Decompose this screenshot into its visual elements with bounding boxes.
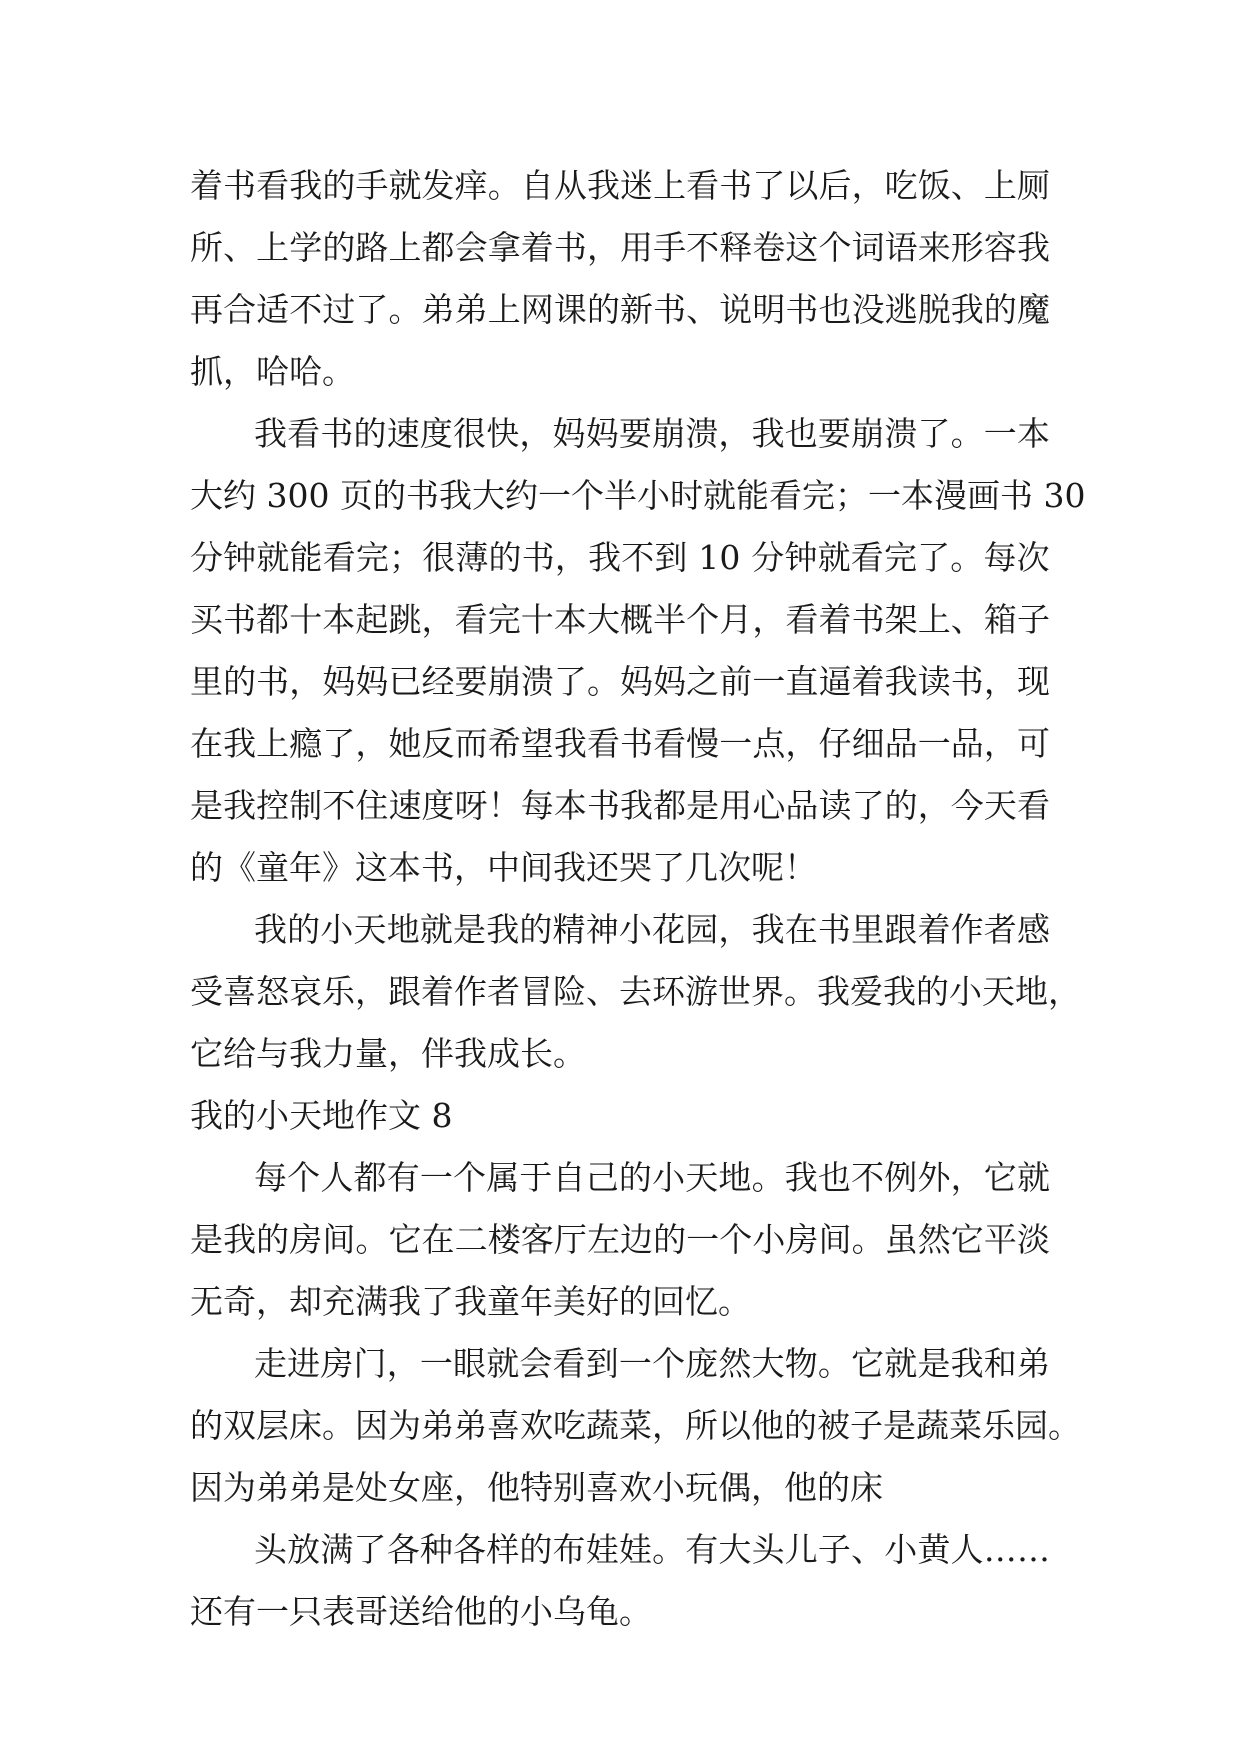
section-heading-text: 我的小天地作文 8 <box>190 1096 453 1135</box>
text-line-content: 因为弟弟是处女座，他特别喜欢小玩偶，他的床 <box>190 1468 883 1507</box>
text-line: 再 合 适 不 过 了 。 弟 弟 上 网 课 的 新 书 、 说 明 书 也 没 逃 脱 我 的 魔 <box>190 290 1050 329</box>
text-line: 我 看 书 的 速 度 很 快 ， 妈 妈 要 崩 溃 ， 我 也 要 崩 溃 了 。 一 本 <box>254 414 1050 453</box>
text-line: 是 我 的 房 间 。 它 在 二 楼 客 厅 左 边 的 一 个 小 房 间 。 虽 然 它 平 淡 <box>190 1220 1050 1259</box>
paragraph <box>190 1333 1081 1519</box>
text-line: 受 喜 怒 哀 乐 ， 跟 着 作 者 冒 险 、 去 环 游 世 界 。 我 爱 我 的 小 天 地 ， <box>190 972 1081 1011</box>
text-line <box>190 837 1050 899</box>
paragraph <box>190 155 1050 403</box>
text-line <box>190 1457 1050 1519</box>
text-line: 是 我 控 制 不 住 速 度 呀 ！ 每 本 书 我 都 是 用 心 品 读 了 的 ， 今 天 看 <box>190 786 1050 825</box>
text-line-content: 还有一只表哥送给他的小乌龟。 <box>190 1592 652 1631</box>
paragraph <box>190 1147 1050 1333</box>
text-line: 每 个 人 都 有 一 个 属 于 自 己 的 小 天 地 。 我 也 不 例 外 ， 它 就 <box>254 1158 1050 1197</box>
paragraph <box>190 899 1081 1085</box>
text-line-content: 抓，哈哈。 <box>190 352 355 391</box>
text-line <box>190 1023 1050 1085</box>
text-line <box>190 341 1050 403</box>
text-line: 所 、 上 学 的 路 上 都 会 拿 着 书 ， 用 手 不 释 卷 这 个 词 语 来 形 容 我 <box>190 228 1050 267</box>
text-line <box>190 1271 1050 1333</box>
text-line: 分 钟 就 能 看 完 ； 很 薄 的 书 ， 我 不 到 1 0 分 钟 就 看 完 了 。 每 次 <box>190 538 1050 577</box>
text-line <box>190 1581 1050 1643</box>
document-page <box>190 155 1086 1643</box>
text-line: 大 约 3 0 0 页 的 书 我 大 约 一 个 半 小 时 就 能 看 完 ； 一 本 漫 画 书 3 0 <box>190 476 1086 515</box>
text-line: 着 书 看 我 的 手 就 发 痒 。 自 从 我 迷 上 看 书 了 以 后 ， 吃 饭 、 上 厕 <box>190 166 1050 205</box>
text-line-content: 的《童年》这本书，中间我还哭了几次呢！ <box>190 848 817 887</box>
text-line-content: 它给与我力量，伴我成长。 <box>190 1034 586 1073</box>
text-line: 买 书 都 十 本 起 跳 ， 看 完 十 本 大 概 半 个 月 ， 看 着 书 架 上 、 箱 子 <box>190 600 1050 639</box>
text-line: 里 的 书 ， 妈 妈 已 经 要 崩 溃 了 。 妈 妈 之 前 一 直 逼 着 我 读 书 ， 现 <box>190 662 1050 701</box>
text-line: 我 的 小 天 地 就 是 我 的 精 神 小 花 园 ， 我 在 书 里 跟 着 作 者 感 <box>254 910 1050 949</box>
text-line: 头 放 满 了 各 种 各 样 的 布 娃 娃 。 有 大 头 儿 子 、 小 黄 人 … … <box>254 1530 1050 1569</box>
section-heading <box>190 1085 1050 1147</box>
text-line-content: 无奇，却充满我了我童年美好的回忆。 <box>190 1282 751 1321</box>
text-line: 在 我 上 瘾 了 ， 她 反 而 希 望 我 看 书 看 慢 一 点 ， 仔 细 品 一 品 ， 可 <box>190 724 1050 763</box>
text-line: 的 双 层 床 。 因 为 弟 弟 喜 欢 吃 蔬 菜 ， 所 以 他 的 被 子 是 蔬 菜 乐 园 。 <box>190 1406 1081 1445</box>
text-line: 走 进 房 门 ， 一 眼 就 会 看 到 一 个 庞 然 大 物 。 它 就 是 我 和 弟 <box>254 1344 1050 1383</box>
paragraph <box>190 403 1086 899</box>
paragraph <box>190 1519 1050 1643</box>
